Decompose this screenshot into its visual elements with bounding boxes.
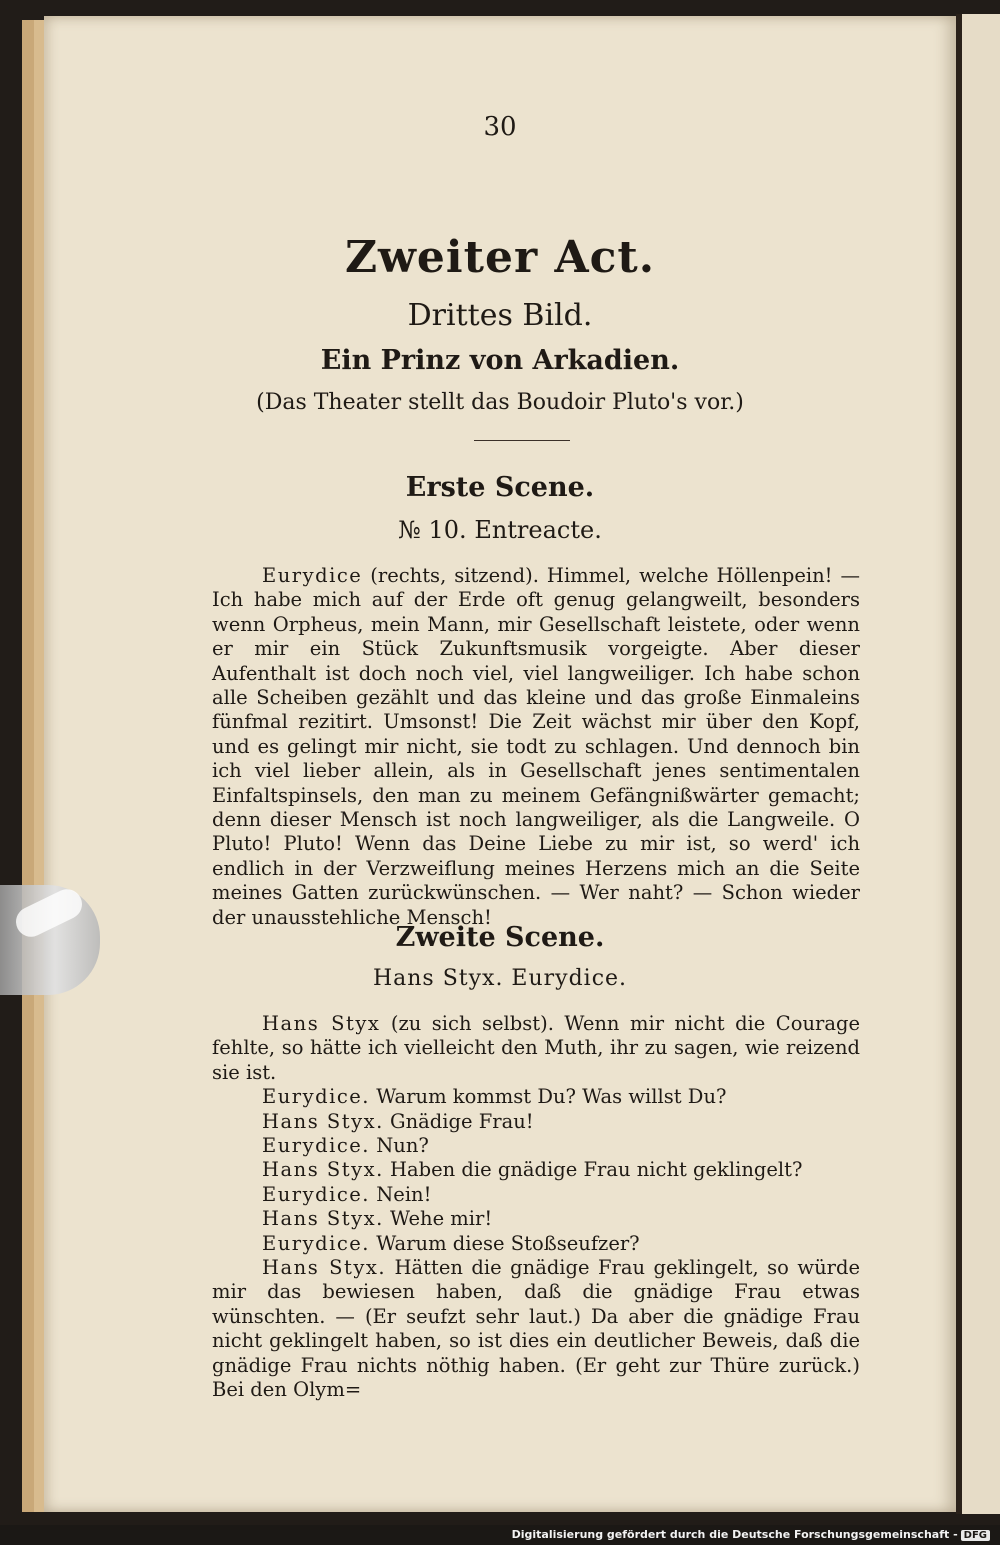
- speaker-name: Eurydice: [262, 564, 363, 587]
- speaker-name: Hans Styx: [262, 1012, 381, 1035]
- line-text: Warum kommst Du? Was willst Du?: [370, 1085, 727, 1109]
- scene1-title: Erste Scene.: [405, 472, 595, 503]
- line-text: Wehe mir!: [383, 1207, 493, 1231]
- line-text: Nun?: [370, 1134, 429, 1158]
- act-title: Zweiter Act.: [344, 232, 656, 283]
- monologue-text: (rechts, sitzend). Himmel, welche Höllenpein! — Ich habe mich auf der Erde oft genug gelangweilt, besonders wenn Orpheus, mein Mann, mir Gesellschaft leistete, oder wenn er mir ein Stück Zukunftsmusik vorgeigte. Aber dieser Aufenthalt ist doch noch viel, viel langweiliger. Ich habe schon alle Scheiben gezählt und das kleine und das große Einmaleins fünfmal rezitirt. Umsonst! Die Zeit wächst mir über den Kopf, und es gelingt mir nicht, sie todt zu schlagen. Und dennoch bin ich viel lieber allein, als in Gesellschaft jenes sentimentalen Einfaltspinsels, den man zu meinem Gefängnißwärter gemacht; denn dieser Mensch ist noch langweiliger, als die Langweile. O Pluto! Pluto! Wenn das Deine Liebe zu mir ist, so werd' ich endlich in der Verzweiflung meines Herzens mich an die Seite meines Gatten zurückwünschen. — Wer naht? — Schon wieder der unausstehliche Mensch!: [212, 564, 860, 929]
- entreacte-label: Entreacte.: [474, 516, 602, 544]
- speaker-name: Eurydice.: [262, 1231, 371, 1255]
- dfg-logo: DFG: [961, 1530, 990, 1541]
- speaker-name: Eurydice.: [262, 1182, 371, 1206]
- dialogue-line: [212, 1207, 860, 1231]
- scene2-title: Zweite Scene.: [395, 922, 605, 953]
- speaker-name: Eurydice.: [262, 1085, 371, 1109]
- line-text: Gnädige Frau!: [383, 1109, 534, 1133]
- picture-subtitle: Ein Prinz von Arkadien.: [320, 345, 680, 376]
- divider-rule: [474, 440, 570, 441]
- dialogue-line: [212, 1158, 860, 1182]
- dialogue-line: [212, 1085, 860, 1109]
- monologue-paragraph: [212, 564, 860, 930]
- speaker-name: Hans Styx.: [262, 1256, 387, 1280]
- number-label: № 10.: [398, 516, 467, 544]
- dialogue-line: [212, 1256, 860, 1402]
- dialogue-line: [212, 1134, 860, 1158]
- scene2-cast: Hans Styx. Eurydice.: [372, 966, 628, 991]
- dialogue-line: [212, 1183, 860, 1207]
- number-heading: [0, 516, 1000, 544]
- speaker-name: Eurydice.: [262, 1134, 371, 1158]
- line-text: Nein!: [370, 1182, 432, 1206]
- picture-title: Drittes Bild.: [407, 298, 593, 333]
- line-text: Hätten die gnädige Frau geklingelt, so würde mir das bewiesen haben, daß die gnädige Frau etwas wünschten. — (Er seufzt sehr laut.) Da aber die gnädige Frau nicht geklingelt haben, so ist dies ein deutlicher Beweis, daß die gnädige Frau nichts nöthig haben. (Er geht zur Thüre zurück.) Bei den Olym=: [212, 1256, 860, 1402]
- speaker-name: Hans Styx.: [262, 1158, 384, 1182]
- dialogue: [212, 1012, 860, 1403]
- line-text: (zu sich selbst). Wenn mir nicht die Courage fehlte, so hätte ich vielleicht den Muth, ihr zu sagen, wie reizend sie ist.: [212, 1012, 860, 1084]
- funding-footer: [512, 1528, 990, 1541]
- dialogue-line: [212, 1012, 860, 1085]
- footer-text: Digitalisierung gefördert durch die Deutsche Forschungsgemeinschaft -: [511, 1528, 958, 1541]
- dialogue-line: [212, 1232, 860, 1256]
- line-text: Warum diese Stoßseufzer?: [370, 1231, 640, 1255]
- stage-direction: (Das Theater stellt das Boudoir Pluto's vor.): [256, 390, 744, 415]
- speaker-name: Hans Styx.: [262, 1207, 384, 1231]
- page-number: 30: [483, 112, 517, 142]
- dialogue-line: [212, 1110, 860, 1134]
- speaker-name: Hans Styx.: [262, 1109, 384, 1133]
- line-text: Haben die gnädige Frau nicht geklingelt?: [383, 1158, 803, 1182]
